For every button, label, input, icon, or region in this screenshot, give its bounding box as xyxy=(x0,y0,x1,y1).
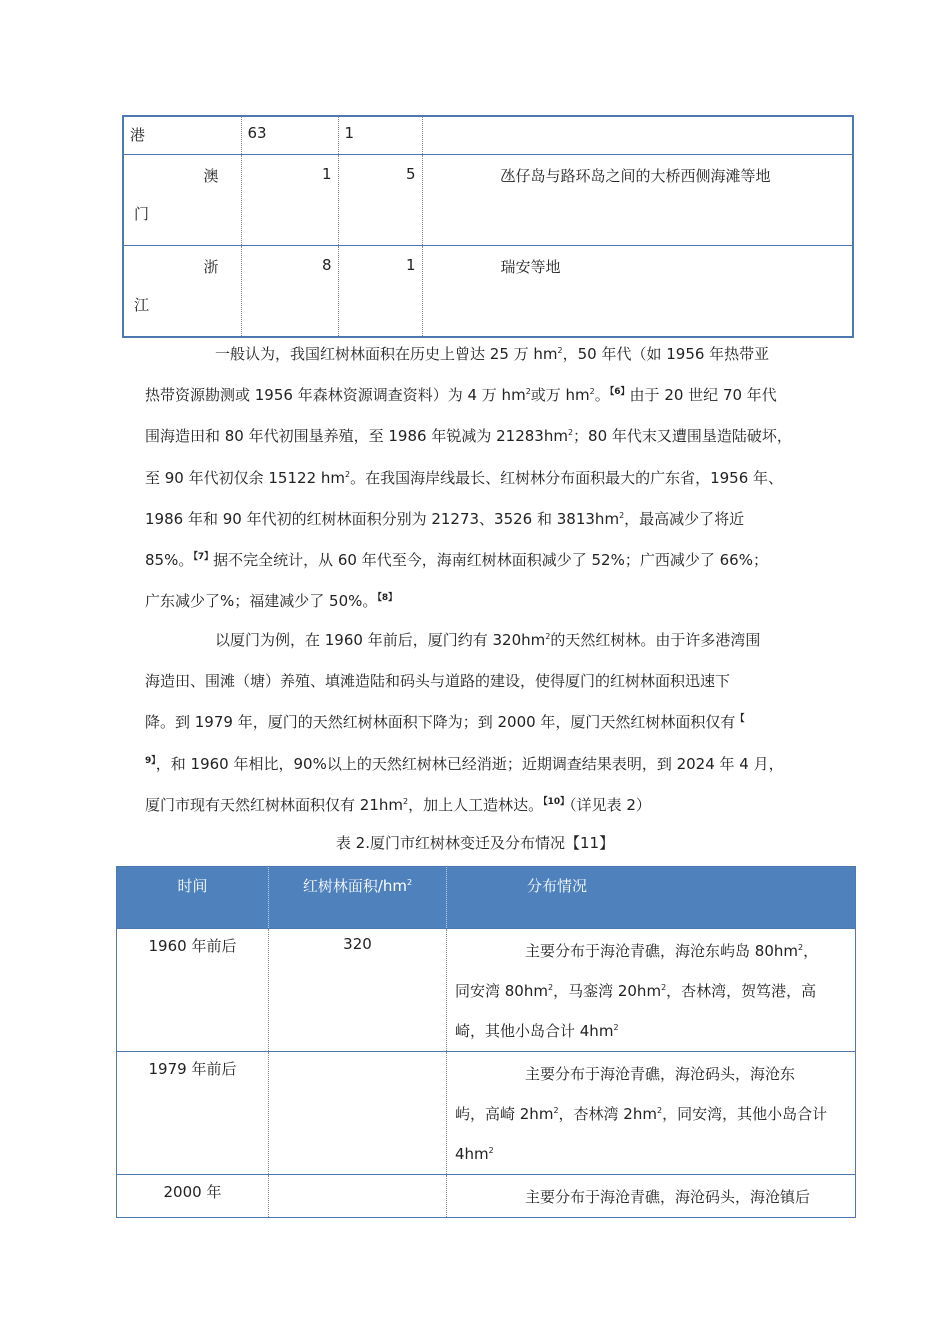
province-cell: 澳 门 xyxy=(123,154,241,245)
text-line: 围海造田和 80 年代初围垦养殖，至 1986 年锐减为 $21283hm^2$；80 年代末又遭围垦造陆破坏， xyxy=(145,427,792,446)
citation-ref: 【 xyxy=(735,714,745,725)
text-line: 以厦门为例，在 1960 年前后，厦门约有 $320hm^2$的天然红树林。由于许多港湾围 xyxy=(215,631,761,649)
count-cell: 5 xyxy=(338,154,422,245)
area-cell: 63 xyxy=(241,116,338,154)
table-1-continuation xyxy=(122,115,854,338)
distribution-cell: 主要分布于海沧青礁，海沧码头，海沧镇后 xyxy=(447,1175,856,1218)
text-line: 85%。$^{【7】}$据不完全统计，从 60 年代至今，海南红树林面积减少了 52%；广西减少了 66%； xyxy=(145,551,768,570)
text-line: 降。到 1979 年，厦门的天然红树林面积下降为；到 2000 年，厦门天然红树林面积仅有【 xyxy=(145,713,745,732)
count-cell: 1 xyxy=(338,116,422,154)
table-row xyxy=(117,1175,856,1218)
table-header-row xyxy=(117,867,856,929)
time-cell: 2000 年 xyxy=(117,1175,269,1218)
table-row xyxy=(117,929,856,1052)
province-cell: 浙 江 xyxy=(123,245,241,337)
citation-ref: 【8】 xyxy=(377,593,398,604)
header-distribution: 分布情况 xyxy=(447,867,856,929)
text-line: 广东减少了%；福建减少了 50%。$^{【8】}$ xyxy=(145,592,398,611)
text-line: 1986 年和 90 年代初的红树林面积分别为 21273、3526 和 $3813hm^2$，最高减少了将近 xyxy=(145,509,745,528)
paragraph-mangrove-history xyxy=(145,334,807,622)
header-time: 时间 xyxy=(117,867,269,929)
area-cell xyxy=(269,1175,447,1218)
text-line: 厦门市现有天然红树林面积仅有 $21hm^2$，加上人工造林达。$^{【10】}$（详见表 2） xyxy=(145,795,651,814)
area-cell xyxy=(269,1052,447,1175)
text-line: 海造田、围滩（塘）养殖、填滩造陆和码头与道路的建设，使得厦门的红树林面积迅速下 xyxy=(145,672,731,691)
citation-ref: 【7】 xyxy=(193,552,214,563)
text-line: 一般认为，我国红树林面积在历史上曾达 25 万 $hm^2$，50 年代（如 1956 年热带亚 xyxy=(215,345,770,363)
table-2-xiamen-mangrove xyxy=(116,866,856,1218)
citation-ref: 【6】 xyxy=(609,387,630,398)
province-cell: 港 xyxy=(123,116,241,154)
count-cell: 1 xyxy=(338,245,422,337)
area-cell: 8 xyxy=(241,245,338,337)
time-cell: 1960 年前后 xyxy=(117,929,269,1052)
locations-cell: 氹仔岛与路环岛之间的大桥西侧海滩等地 xyxy=(422,154,853,245)
distribution-cell: 主要分布于海沧青礁，海沧东屿岛 $80hm^2$， 同安湾 $80hm^2$，马銮湾 $20hm^2$，杏林湾，贺笃港，高 崎，其他小岛合计 $4hm^2$ xyxy=(447,929,856,1052)
time-cell: 1979 年前后 xyxy=(117,1052,269,1175)
locations-cell xyxy=(422,116,853,154)
area-cell: 1 xyxy=(241,154,338,245)
citation-ref: 【10】 xyxy=(543,796,570,807)
text-line: 至 90 年代初仅余 15122 $hm^2$。在我国海岸线最长、红树林分布面积最大的广东省，1956 年、 xyxy=(145,468,784,487)
area-cell: 320 xyxy=(269,929,447,1052)
table-row xyxy=(123,154,853,245)
table-2-caption: 表 2.厦门市红树林变迁及分布情况【11】 xyxy=(335,834,615,852)
citation-ref: 9】 xyxy=(145,755,156,766)
table-row xyxy=(117,1052,856,1175)
text-line: 热带资源勘测或 1956 年森林资源调查资料）为 4 万 $hm^2$或万 $hm^2$。$^{【6】}$由于 20 世纪 70 年代 xyxy=(145,386,777,405)
table-row xyxy=(123,116,853,154)
paragraph-xiamen-example xyxy=(145,620,807,826)
distribution-cell: 主要分布于海沧青礁，海沧码头，海沧东 屿，高崎 $2hm^2$，杏林湾 $2hm^2$，同安湾，其他小岛合计 $4hm^2$ xyxy=(447,1052,856,1175)
locations-cell: 瑞安等地 xyxy=(500,257,561,276)
header-area: 红树林面积$/hm^2$ xyxy=(269,867,447,929)
text-line: $^{9】}$，和 1960 年相比，90%以上的天然红树林已经消逝；近期调查结果表明，到 2024 年 4 月， xyxy=(145,754,784,773)
table-row xyxy=(123,245,853,337)
